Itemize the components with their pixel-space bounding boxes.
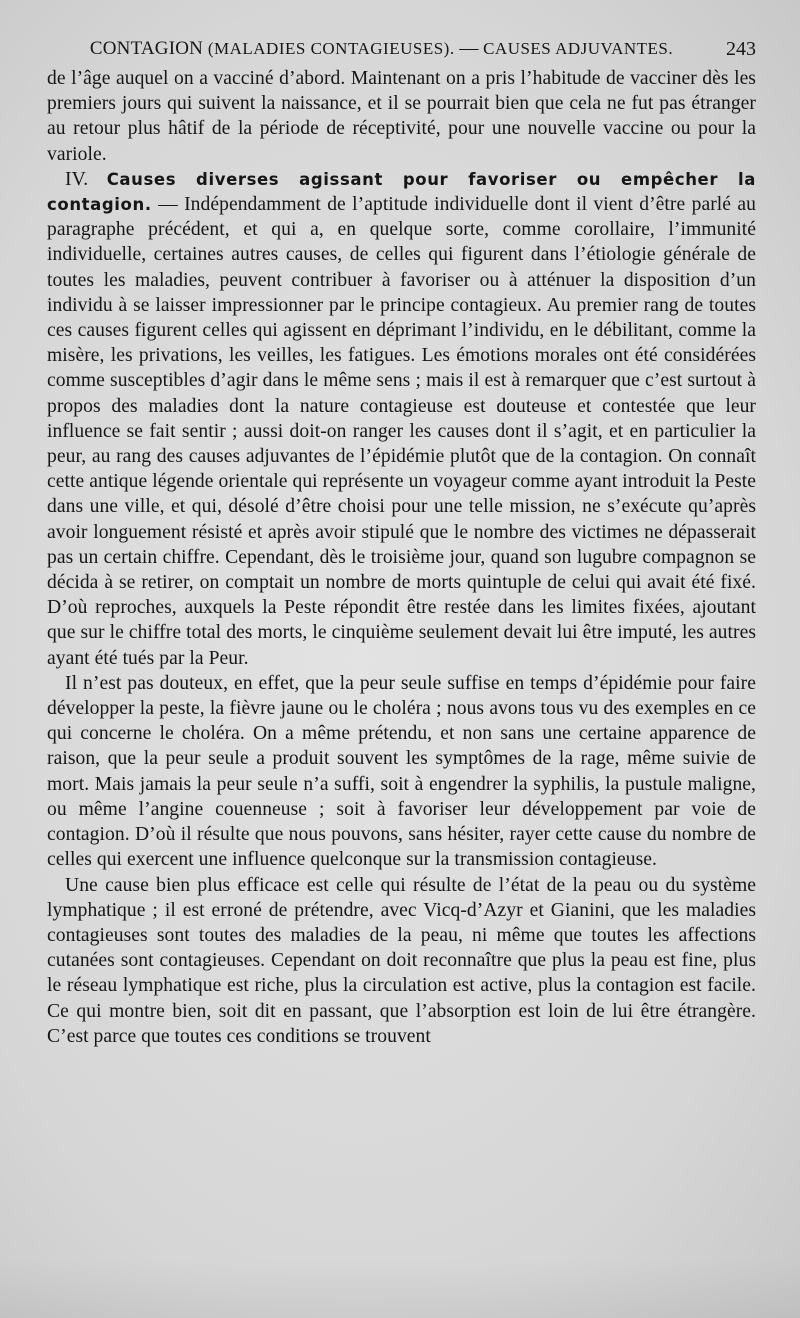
running-header — [47, 32, 756, 66]
paragraph-2-text: — Indépendamment de l’aptitude individuelle dont il vient d’être parlé au paragraphe précédent, et qui a, en quelque sorte, comme corollaire, l’immunité individuelle, certaines autres causes, de celles qui figurent dans l’étiologie générale de toutes les maladies, peuvent contribuer à favoriser ou à atténuer la disposition d’un individu à se laisser impressionner par le principe contagieux. Au premier rang de toutes ces causes figurent celles qui agissent en déprimant l’individu, en le débilitant, comme la misère, les privations, les veilles, les fatigues. Les émotions morales ont été considérées comme susceptibles d’agir dans le même sens ; mais il est à remarquer que c’est surtout à propos des maladies dont la nature contagieuse est douteuse et contestée que leur influence se fait sentir ; aussi doit-on ranger les causes dont il s’agit, et en particulier la peur, au rang des causes adjuvantes de l’épidémie plutôt que de la contagion. On connaît cette antique légende orientale qui représente un voyageur comme ayant introduit la Peste dans une ville, et qui, désolé d’être choisi pour une telle mission, ne s’exécute qu’après avoir longuement résisté et après avoir stipulé que le nombre des victimes ne dépasserait pas un certain chiffre. Cependant, dès le troisième jour, quand son lugubre compagnon se décida à se retirer, on comptait un nombre de morts quintuple de celui qui avait été fixé. D’où reproches, auxquels la Peste répondit être restée dans les limites fixées, ajoutant que sur le chiffre total des morts, le cinquième seulement devait lui être imputé, les autres ayant été tués par la Peur. — [47, 194, 756, 669]
header-dash: — — [459, 38, 479, 59]
header-subtitle: (MALADIES CONTAGIEUSES). — [207, 39, 455, 58]
paragraph-3: Il n’est pas douteux, en effet, que la peur seule suffise en temps d’épidémie pour faire développer la peste, la fièvre jaune ou le choléra ; nous avons tous vu des exemples en ce qui concerne le choléra. On a même prétendu, et non sans une certaine apparence de raison, que la peur seule a produit souvent les symptômes de la rage, même suivie de mort. Mais jamais la peur seule n’a suffi, soit à engendrer la syphilis, la pustule maligne, ou même l’angine couenneuse ; soit à favoriser leur développement par voie de contagion. D’où il résulte que nous pouvons, sans hésiter, rayer cette cause du nombre de celles qui exercent une influence quelconque sur la transmission contagieuse. — [47, 672, 756, 871]
paragraph-2 — [47, 167, 756, 671]
body-text — [47, 66, 756, 1049]
page-number: 243 — [726, 38, 756, 60]
paragraph-1: de l’âge auquel on a vacciné d’abord. Maintenant on a pris l’habitude de vacciner dès les premiers jours qui suivent la naissance, et il se pourrait bien que cela ne fut pas étranger au retour plus hâtif de la période de réceptivité, pour une nouvelle vaccine ou pour la variole. — [47, 68, 756, 165]
header-title: CONTAGION — [89, 38, 204, 59]
header-section: CAUSES ADJUVANTES. — [483, 39, 674, 58]
section-number: IV. — [65, 168, 89, 190]
page-shading — [0, 1258, 800, 1318]
section-heading: Causes diverses agissant pour favoriser ou empêcher la contagion. — [47, 169, 756, 215]
paragraph-4: Une cause bien plus efficace est celle qui résulte de l’état de la peau ou du système lymphatique ; il est erroné de prétendre, avec Vicq-d’Azyr et Gianini, que les maladies contagieuses sont toutes des maladies de la peau, ni même que toutes les affections cutanées sont contagieuses. Cependant on doit reconnaître que plus la peau est fine, plus le réseau lymphatique est riche, plus la circulation est active, plus la contagion est facile. Ce qui montre bien, soit dit en passant, que l’absorption est loin de lui être étrangère. C’est parce que toutes ces conditions se trouvent — [47, 874, 756, 1047]
